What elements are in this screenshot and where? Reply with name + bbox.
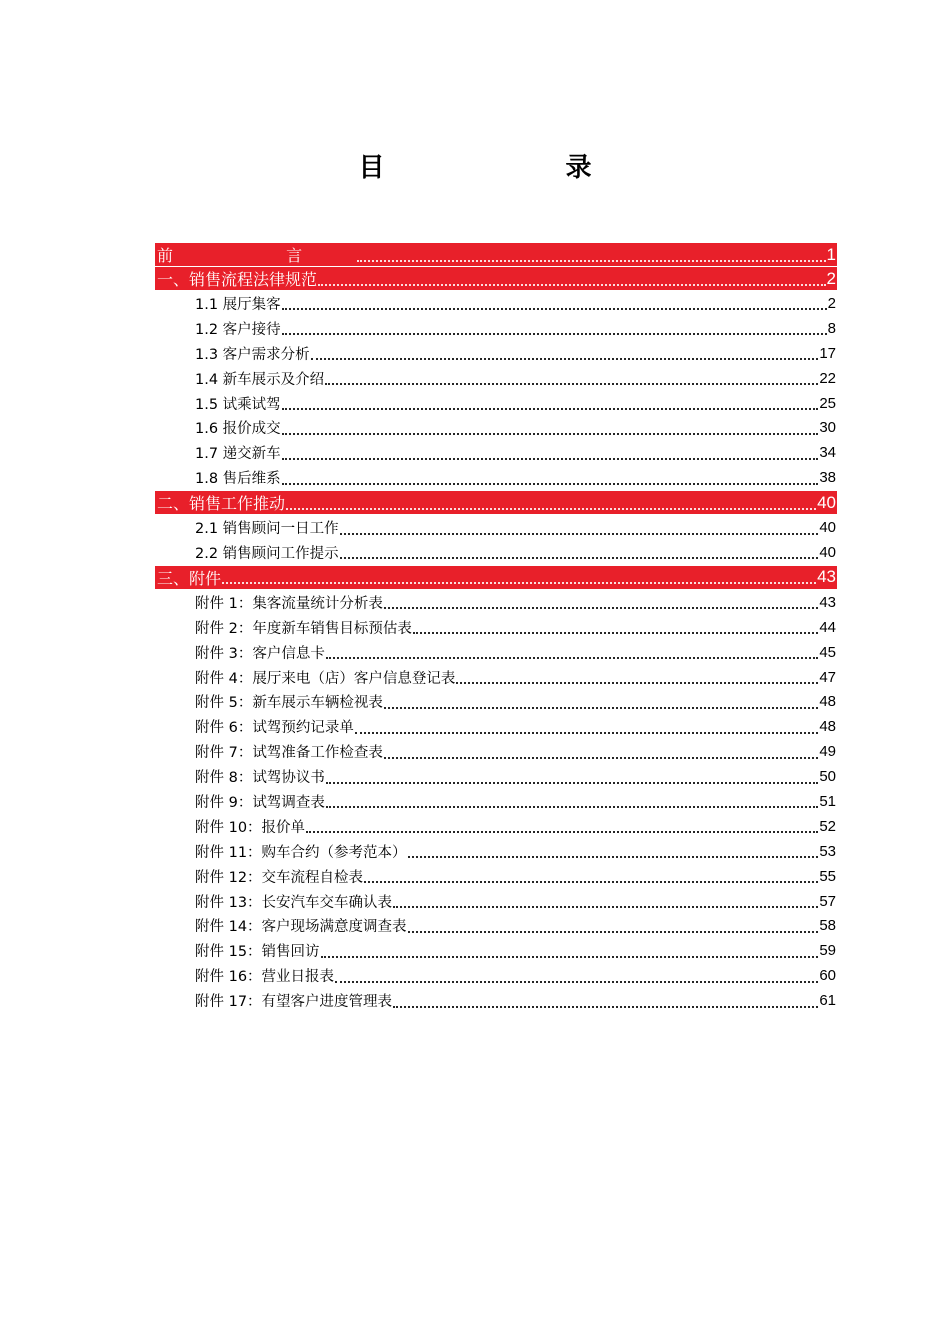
toc-entry-label: 附件 15：销售回访: [195, 944, 320, 961]
toc-entry-label: 附件 8：试驾协议书: [195, 770, 325, 787]
toc-entry-label: 附件 14：客户现场满意度调查表: [195, 919, 407, 936]
toc-page-number: 59: [819, 942, 836, 960]
toc-entry[interactable]: [155, 764, 837, 789]
toc-dot-leader: [318, 268, 826, 286]
toc-page-number: 8: [827, 319, 836, 337]
page-title: 目 录: [358, 153, 678, 183]
toc-page-number: 55: [819, 867, 836, 885]
toc-entry[interactable]: [155, 938, 837, 963]
toc-page-number: 57: [819, 892, 836, 910]
toc-dot-leader: [357, 244, 825, 262]
toc-page-number: 52: [819, 817, 836, 835]
toc-page-number: 40: [817, 492, 836, 512]
toc-entry-label: 附件 12：交车流程自检表: [195, 869, 364, 886]
toc-dot-leader: [326, 790, 818, 808]
toc-entry-label: 附件 11：购车合约（参考范本）: [195, 844, 407, 861]
toc-entry[interactable]: [155, 665, 837, 690]
toc-dot-leader: [325, 367, 818, 385]
toc-entry-label: 1.4 新车展示及介绍: [195, 371, 325, 388]
toc-page-number: 51: [819, 792, 836, 810]
toc-dot-leader: [306, 815, 818, 833]
toc-entry-label: 附件 16：营业日报表: [195, 969, 335, 986]
toc-dot-leader: [340, 517, 819, 535]
table-of-contents: [155, 242, 837, 1013]
toc-page-number: 53: [819, 842, 836, 860]
toc-entry[interactable]: [155, 341, 837, 366]
toc-dot-leader: [286, 492, 816, 510]
toc-dot-leader: [282, 417, 819, 435]
toc-entry[interactable]: [155, 590, 837, 615]
toc-section-heading[interactable]: [155, 267, 837, 290]
toc-entry-label: 1.5 试乘试驾: [195, 396, 281, 413]
toc-entry-label: 附件 10：报价单: [195, 819, 306, 836]
toc-dot-leader: [282, 392, 819, 410]
toc-entry-label: 2.1 销售顾问一日工作: [195, 521, 339, 538]
toc-entry-label: 附件 4：展厅来电（店）客户信息登记表: [195, 670, 456, 687]
toc-page-number: 48: [819, 693, 836, 711]
toc-page-number: 2: [827, 294, 836, 312]
toc-page-number: 40: [819, 519, 836, 537]
toc-page-number: 50: [819, 768, 836, 786]
toc-dot-leader: [282, 292, 827, 310]
toc-entry-label: 二、销售工作推动: [157, 494, 286, 514]
toc-dot-leader: [413, 616, 818, 634]
toc-entry-label: 一、销售流程法律规范: [157, 270, 318, 289]
toc-entry[interactable]: [155, 465, 837, 490]
toc-entry-label: 附件 3：客户信息卡: [195, 645, 325, 662]
toc-page-number: 58: [819, 917, 836, 935]
toc-page-number: 43: [819, 593, 836, 611]
toc-page-number: 61: [819, 992, 836, 1010]
toc-entry[interactable]: [155, 988, 837, 1013]
toc-entry[interactable]: [155, 714, 837, 739]
toc-page-number: 47: [819, 668, 836, 686]
toc-page-number: 40: [819, 543, 836, 561]
toc-entry-label: 2.2 销售顾问工作提示: [195, 545, 339, 562]
toc-dot-leader: [384, 691, 818, 709]
toc-entry-label: 附件 6：试驾预约记录单: [195, 720, 354, 737]
toc-entry-label: 附件 13：长安汽车交车确认表: [195, 894, 393, 911]
toc-dot-leader: [456, 666, 818, 684]
toc-entry[interactable]: [155, 540, 837, 565]
toc-section-heading[interactable]: [155, 243, 837, 266]
toc-page-number: 30: [819, 419, 836, 437]
toc-entry[interactable]: [155, 515, 837, 540]
toc-dot-leader: [364, 865, 818, 883]
toc-entry[interactable]: [155, 640, 837, 665]
toc-entry-label: 附件 2：年度新车销售目标预估表: [195, 620, 412, 637]
toc-entry[interactable]: [155, 391, 837, 416]
toc-entry-label: 前 言: [157, 246, 357, 265]
toc-page-number: 1: [826, 244, 836, 264]
toc-dot-leader: [335, 965, 818, 983]
toc-dot-leader: [321, 940, 819, 958]
toc-entry[interactable]: [155, 440, 837, 465]
toc-page-number: 17: [819, 344, 836, 362]
toc-page-number: 44: [819, 618, 836, 636]
toc-entry-label: 1.8 售后维系: [195, 471, 281, 488]
toc-entry[interactable]: [155, 913, 837, 938]
toc-entry-label: 1.2 客户接待: [195, 321, 281, 338]
toc-page-number: 49: [819, 743, 836, 761]
toc-page-number: 43: [817, 567, 836, 587]
toc-entry-label: 三、附件: [157, 568, 222, 588]
toc-entry[interactable]: [155, 839, 837, 864]
toc-dot-leader: [340, 541, 819, 559]
toc-entry[interactable]: [155, 789, 837, 814]
toc-entry-label: 附件 9：试驾调查表: [195, 794, 325, 811]
toc-page-number: 2: [826, 268, 836, 288]
toc-entry[interactable]: [155, 739, 837, 764]
toc-dot-leader: [282, 442, 819, 460]
toc-dot-leader: [393, 990, 818, 1008]
toc-entry[interactable]: [155, 889, 837, 914]
toc-entry[interactable]: [155, 689, 837, 714]
toc-page-number: 25: [819, 394, 836, 412]
toc-page-number: 60: [819, 967, 836, 985]
toc-entry-label: 附件 1：集客流量统计分析表: [195, 595, 383, 612]
toc-entry[interactable]: [155, 291, 837, 316]
toc-entry[interactable]: [155, 316, 837, 341]
toc-dot-leader: [393, 890, 818, 908]
toc-section-heading[interactable]: [155, 566, 837, 589]
toc-dot-leader: [311, 342, 819, 360]
toc-page-number: 34: [819, 444, 836, 462]
toc-dot-leader: [408, 915, 819, 933]
toc-dot-leader: [384, 741, 818, 759]
toc-entry[interactable]: [155, 366, 837, 391]
toc-dot-leader: [355, 716, 818, 734]
toc-dot-leader: [326, 641, 818, 659]
toc-page-number: 22: [819, 369, 836, 387]
toc-entry-label: 1.7 递交新车: [195, 446, 281, 463]
toc-page-number: 45: [819, 643, 836, 661]
toc-entry[interactable]: [155, 963, 837, 988]
toc-page-number: 38: [819, 469, 836, 487]
toc-dot-leader: [326, 766, 818, 784]
toc-dot-leader: [282, 317, 827, 335]
toc-entry-label: 附件 5：新车展示车辆检视表: [195, 695, 383, 712]
toc-dot-leader: [384, 591, 818, 609]
toc-entry-label: 附件 17：有望客户进度管理表: [195, 994, 393, 1011]
toc-dot-leader: [222, 566, 816, 584]
toc-entry[interactable]: [155, 814, 837, 839]
toc-entry-label: 1.1 展厅集客: [195, 296, 281, 313]
toc-dot-leader: [408, 840, 819, 858]
toc-entry-label: 1.3 客户需求分析: [195, 346, 310, 363]
toc-entry-label: 1.6 报价成交: [195, 421, 281, 438]
toc-dot-leader: [282, 467, 819, 485]
toc-entry[interactable]: [155, 415, 837, 440]
toc-page-number: 48: [819, 718, 836, 736]
toc-entry[interactable]: [155, 615, 837, 640]
toc-entry[interactable]: [155, 864, 837, 889]
toc-section-heading[interactable]: [155, 491, 837, 514]
toc-entry-label: 附件 7：试驾准备工作检查表: [195, 745, 383, 762]
